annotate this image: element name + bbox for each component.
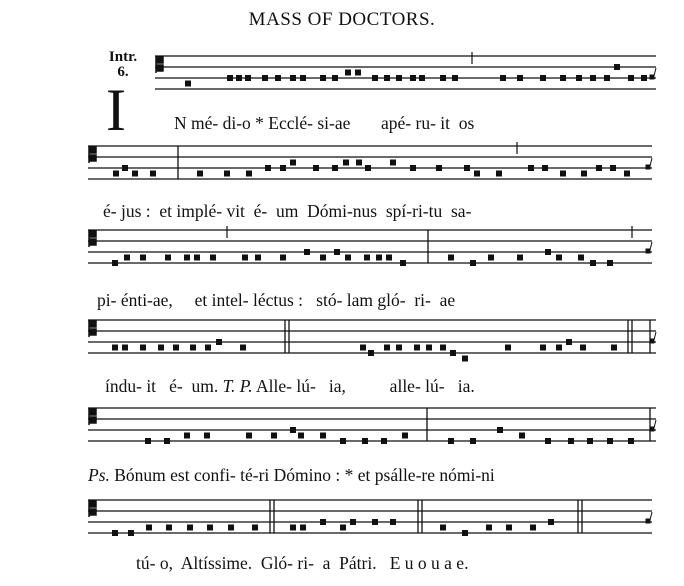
- neume-note: [112, 260, 118, 266]
- neume-note: [271, 433, 277, 439]
- neume-note: [300, 75, 306, 81]
- lyric-line5: [88, 465, 495, 486]
- neume-note: [320, 255, 326, 261]
- neume-note: [345, 255, 351, 261]
- neume-note: [205, 345, 211, 351]
- neume-note: [530, 525, 536, 531]
- mode-number: 6.: [117, 64, 129, 80]
- neume-note: [166, 525, 172, 531]
- staff-2: [0, 146, 684, 196]
- custos: [650, 332, 656, 343]
- neume-note: [607, 438, 613, 444]
- neume-note: [240, 345, 246, 351]
- do-clef: [156, 56, 163, 73]
- neume-note: [628, 75, 634, 81]
- neume-note: [365, 165, 371, 171]
- neume-note: [581, 171, 587, 177]
- neume-note: [448, 255, 454, 261]
- neume-note: [470, 260, 476, 266]
- staff-4: [0, 320, 684, 370]
- lyric-line1: [174, 113, 474, 134]
- neume-note: [184, 433, 190, 439]
- neume-note: [255, 255, 261, 261]
- neume-note: [372, 75, 378, 81]
- neume-note: [372, 519, 378, 525]
- neume-note: [396, 75, 402, 81]
- neume-note: [210, 255, 216, 261]
- neume-note: [440, 345, 446, 351]
- lyric-segment: Bónum est confi- té-ri Dómino : * et psálle-re nómi-ni: [109, 465, 495, 485]
- staff-svg: [0, 500, 684, 550]
- neume-note: [165, 255, 171, 261]
- neume-note: [381, 438, 387, 444]
- staff-svg: [0, 320, 684, 370]
- neume-note: [246, 433, 252, 439]
- neume-note: [290, 75, 296, 81]
- do-clef: [89, 230, 96, 247]
- neume-note: [506, 525, 512, 531]
- neume-note: [517, 75, 523, 81]
- lyric-segment: pi- énti-ae, et intel- léctus : stó- lam gló- ri- ae: [97, 290, 456, 310]
- do-clef: [89, 500, 96, 517]
- neume-note: [320, 519, 326, 525]
- neume-note: [436, 165, 442, 171]
- neume-note: [227, 75, 233, 81]
- neume-note: [216, 339, 222, 345]
- neume-note: [614, 64, 620, 70]
- neume-note: [185, 81, 191, 87]
- neume-note: [368, 350, 374, 356]
- neume-note: [362, 438, 368, 444]
- custos: [646, 158, 652, 169]
- neume-note: [384, 345, 390, 351]
- neume-note: [146, 525, 152, 531]
- neume-note: [560, 75, 566, 81]
- neume-note: [265, 165, 271, 171]
- neume-note: [486, 525, 492, 531]
- neume-note: [500, 75, 506, 81]
- neume-note: [607, 260, 613, 266]
- neume-note: [386, 255, 392, 261]
- neume-note: [462, 530, 468, 536]
- neume-note: [376, 255, 382, 261]
- do-clef: [89, 146, 96, 163]
- lyric-segment: tú- o, Altíssime. Gló- ri- a Pátri. E u o u a e.: [136, 553, 469, 573]
- neume-note: [150, 171, 156, 177]
- neume-note: [290, 427, 296, 433]
- neume-note: [540, 75, 546, 81]
- neume-note: [145, 438, 151, 444]
- neume-note: [464, 165, 470, 171]
- neume-note: [124, 255, 130, 261]
- neume-note: [624, 171, 630, 177]
- neume-note: [400, 260, 406, 266]
- neume-note: [641, 75, 647, 81]
- neume-note: [158, 345, 164, 351]
- custos: [650, 68, 656, 79]
- neume-note: [340, 438, 346, 444]
- neume-note: [470, 438, 476, 444]
- neume-note: [384, 75, 390, 81]
- neume-note: [580, 345, 586, 351]
- page-title: MASS OF DOCTORS.: [248, 9, 436, 30]
- neume-note: [576, 75, 582, 81]
- neume-note: [252, 525, 258, 531]
- neume-note: [290, 525, 296, 531]
- neume-note: [343, 160, 349, 166]
- neume-note: [245, 75, 251, 81]
- neume-note: [112, 530, 118, 536]
- neume-note: [462, 356, 468, 362]
- lyric-segment: T. P.: [222, 376, 253, 396]
- neume-note: [242, 255, 248, 261]
- neume-note: [355, 70, 361, 76]
- neume-note: [450, 350, 456, 356]
- neume-note: [140, 255, 146, 261]
- neume-note: [410, 75, 416, 81]
- neume-note: [390, 160, 396, 166]
- neume-note: [402, 433, 408, 439]
- neume-note: [345, 70, 351, 76]
- neume-note: [113, 171, 119, 177]
- neume-note: [246, 171, 252, 177]
- neume-note: [280, 255, 286, 261]
- neume-note: [360, 345, 366, 351]
- neume-note: [356, 160, 362, 166]
- neume-note: [545, 438, 551, 444]
- neume-note: [488, 255, 494, 261]
- staff-6: [0, 500, 684, 550]
- neume-note: [578, 255, 584, 261]
- neume-note: [440, 75, 446, 81]
- neume-note: [132, 171, 138, 177]
- neume-note: [452, 75, 458, 81]
- staff-3: [0, 230, 684, 280]
- neume-note: [128, 530, 134, 536]
- neume-note: [426, 345, 432, 351]
- neume-note: [320, 75, 326, 81]
- neume-note: [628, 438, 634, 444]
- neume-note: [505, 345, 511, 351]
- neume-note: [590, 260, 596, 266]
- staff-svg: [0, 230, 684, 280]
- neume-note: [545, 249, 551, 255]
- neume-note: [313, 165, 319, 171]
- neume-note: [528, 165, 534, 171]
- neume-note: [187, 525, 193, 531]
- neume-note: [556, 345, 562, 351]
- neume-note: [204, 433, 210, 439]
- neume-note: [224, 171, 230, 177]
- neume-note: [540, 345, 546, 351]
- neume-note: [300, 525, 306, 531]
- neume-note: [228, 525, 234, 531]
- neume-note: [194, 255, 200, 261]
- neume-note: [190, 345, 196, 351]
- neume-note: [568, 438, 574, 444]
- neume-note: [587, 438, 593, 444]
- neume-note: [364, 255, 370, 261]
- neume-note: [611, 345, 617, 351]
- initial-letter: I: [106, 77, 126, 143]
- neume-note: [419, 75, 425, 81]
- custos: [650, 420, 656, 431]
- neume-note: [474, 171, 480, 177]
- do-clef: [89, 320, 96, 337]
- neume-note: [542, 165, 548, 171]
- neume-note: [122, 345, 128, 351]
- do-clef: [89, 408, 96, 425]
- staff-5: [0, 408, 684, 458]
- neume-note: [164, 438, 170, 444]
- custos: [646, 242, 652, 253]
- staff-1: [0, 56, 684, 106]
- neume-note: [262, 75, 268, 81]
- neume-note: [440, 525, 446, 531]
- staff-svg: [0, 408, 684, 458]
- neume-note: [556, 255, 562, 261]
- custos: [646, 512, 652, 523]
- lyric-segment: índu- it é- um.: [105, 376, 223, 396]
- neume-note: [236, 75, 242, 81]
- neume-note: [496, 171, 502, 177]
- neume-note: [197, 171, 203, 177]
- neume-note: [610, 165, 616, 171]
- neume-note: [290, 160, 296, 166]
- lyric-line4: [105, 376, 475, 397]
- staff-svg: [0, 56, 684, 106]
- neume-note: [298, 433, 304, 439]
- neume-note: [560, 171, 566, 177]
- neume-note: [414, 345, 420, 351]
- neume-note: [332, 75, 338, 81]
- neume-note: [275, 75, 281, 81]
- neume-note: [304, 249, 310, 255]
- neume-note: [207, 525, 213, 531]
- neume-note: [396, 345, 402, 351]
- neume-note: [566, 339, 572, 345]
- neume-note: [334, 249, 340, 255]
- lyric-segment: Ps.: [88, 465, 110, 485]
- neume-note: [122, 165, 128, 171]
- neume-note: [497, 427, 503, 433]
- neume-note: [519, 433, 525, 439]
- neume-note: [112, 345, 118, 351]
- neume-note: [173, 345, 179, 351]
- lyric-segment: é- jus : et implé- vit é- um Dómi-nus spí-ri-tu sa-: [103, 201, 472, 221]
- lyric-segment: N mé- di-o * Ecclé- si-ae apé- ru- it os: [174, 113, 475, 133]
- neume-note: [604, 75, 610, 81]
- neume-note: [390, 519, 396, 525]
- lyric-segment: Alle- lú- ia, alle- lú- ia.: [252, 376, 475, 396]
- neume-note: [140, 345, 146, 351]
- neume-note: [410, 165, 416, 171]
- neume-note: [548, 519, 554, 525]
- neume-note: [590, 75, 596, 81]
- lyric-line6: [136, 553, 468, 574]
- neume-note: [350, 519, 356, 525]
- neume-note: [517, 255, 523, 261]
- neume-note: [280, 165, 286, 171]
- neume-note: [320, 433, 326, 439]
- lyric-line2: [103, 201, 471, 222]
- neume-note: [184, 255, 190, 261]
- mode-label: Intr.: [108, 49, 138, 65]
- staff-svg: [0, 146, 684, 196]
- neume-note: [340, 525, 346, 531]
- neume-note: [596, 165, 602, 171]
- lyric-line3: [97, 290, 455, 311]
- neume-note: [332, 165, 338, 171]
- neume-note: [448, 438, 454, 444]
